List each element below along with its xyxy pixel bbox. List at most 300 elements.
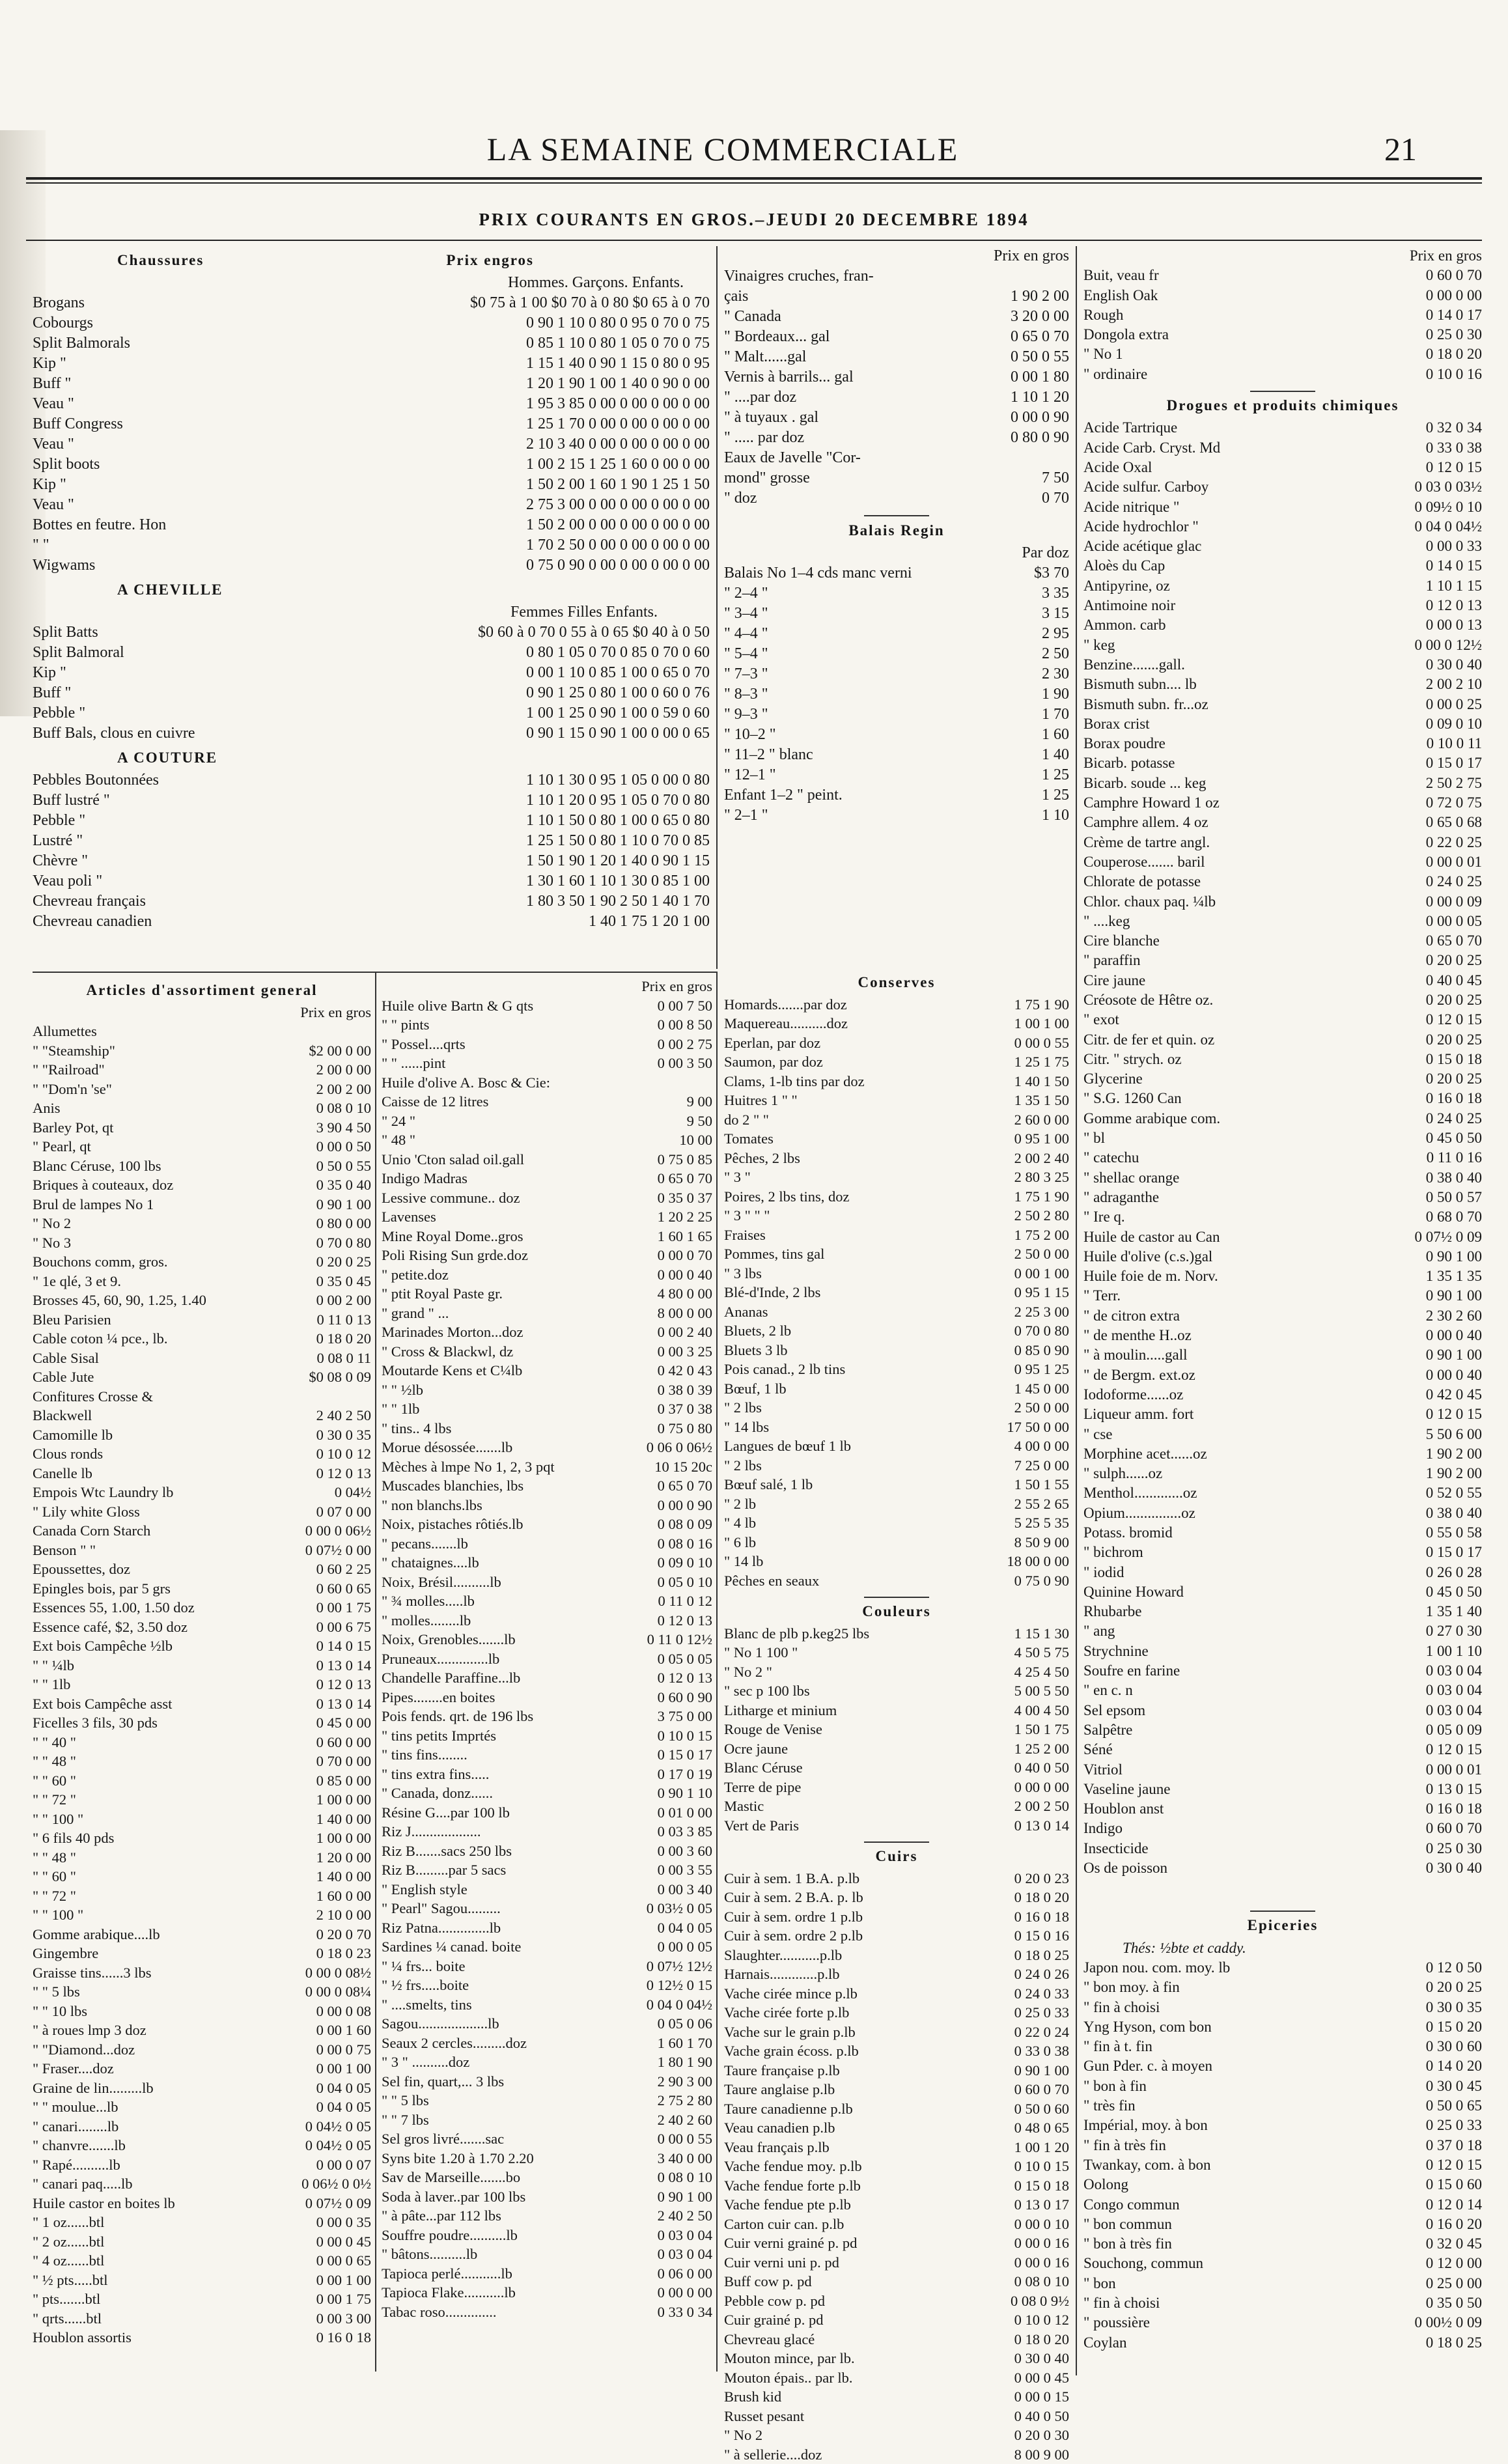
- price-row: [33, 1713, 371, 1733]
- price-row: [724, 468, 1069, 488]
- item-name: " Terr.: [1083, 1286, 1421, 1306]
- price-row: [1083, 1642, 1482, 1661]
- item-name: " 7–3 ": [724, 664, 1037, 684]
- price-row: [724, 1264, 1069, 1283]
- price-row: [724, 287, 1069, 307]
- item-price: 0 04½ 0 05: [300, 2136, 371, 2155]
- price-row: [1083, 655, 1482, 675]
- item-price: 0 00 0 45: [1009, 2368, 1069, 2388]
- price-row: [1083, 1839, 1482, 1858]
- item-price: 4 80 0 00: [652, 1284, 712, 1304]
- item-price: 0 12 0 14: [1421, 2195, 1482, 2215]
- item-price: 0 85 0 90: [1009, 1341, 1069, 1360]
- price-row: [33, 1425, 371, 1445]
- item-price: 0 12 0 15: [1421, 1405, 1482, 1424]
- item-price: 0 00 1 10 0 85 1 00 0 65 0 70: [521, 663, 710, 683]
- price-row: [382, 1419, 712, 1438]
- item-price: 0 60 0 90: [652, 1688, 712, 1707]
- item-name: Taure française p.lb: [724, 2061, 1009, 2080]
- item-price: 0 13 0 15: [1421, 1780, 1482, 1799]
- price-row: [1083, 1207, 1482, 1227]
- item-price: 0 15 0 17: [1421, 753, 1482, 773]
- price-row: [1083, 1168, 1482, 1188]
- price-row: [382, 1630, 712, 1649]
- item-price: 0 55 0 58: [1421, 1523, 1482, 1543]
- item-name: " " 5 lbs: [382, 2091, 652, 2110]
- price-row: [1083, 1385, 1482, 1405]
- item-price: 0 50 0 57: [1421, 1188, 1482, 1207]
- item-price: 0 14 0 15: [311, 1636, 371, 1656]
- price-row: [33, 394, 710, 414]
- price-row: [382, 1438, 712, 1457]
- item-name: " de citron extra: [1083, 1306, 1421, 1326]
- item-name: " 3 " " ": [724, 1206, 1009, 1225]
- item-name: Epoussettes, doz: [33, 1560, 311, 1579]
- item-price: 0 04½ 0 05: [300, 2117, 371, 2136]
- item-price: 0 00 0 12½: [1410, 636, 1483, 655]
- epiceries-subtitle: Thés: ½bte et caddy.: [1083, 1939, 1482, 1958]
- item-name: Gingembre: [33, 1944, 311, 1963]
- price-row: [1083, 1740, 1482, 1759]
- item-name: " 6 fils 40 pds: [33, 1828, 311, 1848]
- item-name: " fin à choisi: [1083, 1998, 1421, 2017]
- price-row: [382, 1918, 712, 1938]
- price-row: [1083, 576, 1482, 596]
- item-name: Rhubarbe: [1083, 1602, 1421, 1621]
- item-name: Pebble cow p. pd: [724, 2291, 1005, 2311]
- item-name: Mine Royal Dome..gros: [382, 1227, 652, 1246]
- item-price: 0 80 1 05 0 70 0 85 0 70 0 60: [521, 643, 710, 663]
- item-price: 0 07 0 00: [311, 1502, 371, 1522]
- price-row: [382, 1323, 712, 1342]
- price-row: [1083, 1958, 1482, 1978]
- item-name: " Canada, donz......: [382, 1784, 652, 1803]
- item-price: 1 35 1 35: [1421, 1267, 1482, 1286]
- price-row: [33, 811, 710, 831]
- item-name: " "Diamond...doz: [33, 2040, 311, 2060]
- item-price: 0 00 1 80: [1005, 367, 1069, 387]
- price-row: [382, 2091, 712, 2110]
- price-row: [724, 2387, 1069, 2407]
- item-name: Terre de pipe: [724, 1778, 1009, 1797]
- price-row: [1083, 2096, 1482, 2116]
- item-name: " 10–2 ": [724, 725, 1037, 745]
- item-price: 0 90 1 10 0 80 0 95 0 70 0 75: [521, 313, 710, 333]
- item-name: Lavenses: [382, 1207, 652, 1227]
- item-price: 0 72 0 75: [1421, 793, 1482, 813]
- price-row: [33, 2097, 371, 2117]
- item-name: Bismuth subn. fr...oz: [1083, 695, 1421, 714]
- item-price: 0 00 0 05: [652, 1937, 712, 1957]
- item-name: Vaseline jaune: [1083, 1780, 1421, 1799]
- price-row: [724, 266, 1069, 287]
- section-title-balais: Balais Regin: [724, 520, 1069, 540]
- price-row: [724, 1187, 1069, 1207]
- item-price: 1 25 1 75: [1009, 1052, 1069, 1072]
- item-price: 0 00 0 33: [1421, 537, 1482, 556]
- section-subheader-cheville: Femmes Filles Enfants.: [33, 602, 710, 623]
- item-name: mond" grosse: [724, 468, 1037, 488]
- item-price: 0 17 0 19: [652, 1765, 712, 1784]
- item-price: 0 03 0 04: [652, 2226, 712, 2245]
- item-name: Vache sur le grain p.lb: [724, 2023, 1009, 2042]
- price-row: [33, 1521, 371, 1541]
- item-price: 7 50: [1037, 468, 1069, 488]
- item-name: Camphre Howard 1 oz: [1083, 793, 1421, 813]
- item-price: 0 00 3 60: [652, 1841, 712, 1861]
- item-price: 4 25 4 50: [1009, 1662, 1069, 1682]
- item-name: " No 2 ": [724, 1662, 1009, 1682]
- price-row: [382, 1591, 712, 1611]
- price-row: [1083, 695, 1482, 714]
- price-row: [382, 1726, 712, 1746]
- item-price: 0 11 0 13: [311, 1310, 371, 1330]
- item-price: 3 90 4 50: [311, 1118, 371, 1138]
- item-name: Acide nitrique ": [1083, 497, 1410, 517]
- item-price: 0 18 0 20: [1421, 344, 1482, 364]
- price-row: [724, 408, 1069, 428]
- page-number: 21: [1384, 130, 1417, 168]
- item-price: 1 10 1 30 0 95 1 05 0 00 0 80: [521, 770, 710, 791]
- item-price: 0 20 0 25: [311, 1252, 371, 1272]
- price-row: [724, 1869, 1069, 1888]
- item-price: 0 25 0 00: [1421, 2274, 1482, 2293]
- item-price: 0 00 0 55: [1009, 1033, 1069, 1053]
- item-name: " 1 oz......btl: [33, 2213, 311, 2232]
- item-name: " bon à fin: [1083, 2077, 1421, 2096]
- price-row: [33, 1329, 371, 1349]
- item-price: 0 16 0 18: [1009, 1907, 1069, 1927]
- item-price: 5 00 5 50: [1009, 1681, 1069, 1701]
- item-name: Blé-d'Inde, 2 lbs: [724, 1283, 1009, 1302]
- item-name: " Lily white Gloss: [33, 1502, 311, 1522]
- item-price: 0 00 2 00: [311, 1291, 371, 1310]
- item-price: 0 00 0 16: [1009, 2233, 1069, 2253]
- item-price: 0 07½ 12½: [641, 1957, 712, 1976]
- item-price: 1 15 1 40 0 90 1 15 0 80 0 95: [521, 354, 710, 374]
- price-row: [1083, 2136, 1482, 2155]
- item-price: 0 09 0 10: [1421, 714, 1482, 734]
- item-name: Maquereau..........doz: [724, 1014, 1009, 1033]
- price-row: [724, 1398, 1069, 1418]
- item-price: 0 00 0 35: [311, 2213, 371, 2232]
- item-name: Citr. " strych. oz: [1083, 1050, 1421, 1069]
- item-price: 1 45 0 00: [1009, 1379, 1069, 1399]
- item-price: 0 00 0 08¼: [300, 1982, 371, 2002]
- item-name: Marinades Morton...doz: [382, 1323, 652, 1342]
- price-row: [1083, 951, 1482, 970]
- item-name: " ½ frs.....boite: [382, 1976, 641, 1995]
- price-row: [724, 1946, 1069, 1965]
- item-price: 2 00 0 00: [311, 1060, 371, 1080]
- item-price: 0 03 0 04: [1421, 1661, 1482, 1681]
- item-name: " bon à très fin: [1083, 2234, 1421, 2254]
- price-row: [33, 1944, 371, 1963]
- item-name: Buff Congress: [33, 414, 521, 434]
- item-name: Veau ": [33, 394, 521, 414]
- price-row: [33, 1156, 371, 1176]
- price-row: [33, 1656, 371, 1675]
- item-price: 0 00 0 00: [652, 2283, 712, 2303]
- item-price: 0 65 0 70: [1005, 327, 1069, 347]
- item-name: " " 60 ": [33, 1867, 311, 1886]
- price-row: [724, 2061, 1069, 2080]
- price-row: [724, 2099, 1069, 2119]
- price-row: [382, 1207, 712, 1227]
- item-name: Bouchons comm, gros.: [33, 1252, 311, 1272]
- item-price: 0 00 0 40: [652, 1265, 712, 1285]
- price-row: [382, 2187, 712, 2207]
- item-price: 0 12 0 13: [311, 1675, 371, 1694]
- item-name: Brush kid: [724, 2387, 1009, 2407]
- price-row: [382, 1937, 712, 1957]
- price-row: [33, 354, 710, 374]
- item-price: 0 00 8 50: [652, 1015, 712, 1035]
- item-price: 0 11 0 12½: [642, 1630, 712, 1649]
- price-row: [724, 624, 1069, 644]
- item-price: 2 30: [1037, 664, 1069, 684]
- item-price: 0 00 0 75: [311, 2040, 371, 2060]
- item-name: " " 100 ": [33, 1905, 311, 1925]
- price-row: [33, 1464, 371, 1483]
- price-row: [382, 1496, 712, 1515]
- item-price: 0 03 0 04: [1421, 1681, 1482, 1700]
- item-price: 0 00 0 10: [1009, 2215, 1069, 2234]
- item-price: 0 00 0 00: [1421, 286, 1482, 305]
- item-price: 0 50 0 55: [311, 1156, 371, 1176]
- item-name: Veau ": [33, 434, 521, 455]
- item-name: Riz Patna..............lb: [382, 1918, 652, 1938]
- item-name: Russet pesant: [724, 2407, 1009, 2426]
- item-name: Iodoforme......oz: [1083, 1385, 1421, 1405]
- conserves-list: [724, 995, 1069, 1591]
- price-row: [33, 2232, 371, 2252]
- item-name: Clams, 1-lb tins par doz: [724, 1072, 1009, 1091]
- price-row: [1083, 1050, 1482, 1069]
- item-price: 0 85 0 00: [311, 1771, 371, 1791]
- item-price: 0 18 0 20: [1009, 2330, 1069, 2349]
- item-price: 0 60 2 25: [311, 1560, 371, 1579]
- item-price: 0 07½ 0 09: [1410, 1227, 1483, 1247]
- price-row: [33, 475, 710, 495]
- price-row: [33, 1118, 371, 1138]
- price-row: [33, 1828, 371, 1848]
- item-price: 0 00 0 01: [1421, 1760, 1482, 1780]
- price-row: [1083, 1998, 1482, 2017]
- item-name: " 12–1 ": [724, 765, 1037, 785]
- item-price: 0 03½ 0 05: [641, 1899, 712, 1918]
- item-name: Mastic: [724, 1797, 1009, 1816]
- price-row: [1083, 418, 1482, 438]
- price-row: [724, 2003, 1069, 2023]
- price-row: [382, 1304, 712, 1323]
- item-price: 0 40 0 50: [1009, 1758, 1069, 1778]
- item-price: 0 12 0 15: [1421, 458, 1482, 477]
- item-name: " ptit Royal Paste gr.: [382, 1284, 652, 1304]
- item-price: 0 18 0 23: [311, 1944, 371, 1963]
- price-row: [33, 1867, 371, 1886]
- price-row: [724, 1302, 1069, 1322]
- item-name: " " 48 ": [33, 1848, 311, 1868]
- item-name: " exot: [1083, 1010, 1421, 1029]
- item-price: 1 10 1 15: [1421, 576, 1482, 596]
- item-name: " 2 lbs: [724, 1456, 1009, 1476]
- item-price: 0 00 0 45: [311, 2232, 371, 2252]
- item-name: Allumettes: [33, 1022, 366, 1041]
- item-name: " à moulin.....gall: [1083, 1345, 1421, 1365]
- item-price: 0 03 0 04: [1421, 1701, 1482, 1720]
- item-name: Tapioca Flake...........lb: [382, 2283, 652, 2303]
- item-name: Veau français p.lb: [724, 2138, 1009, 2157]
- price-row: [1083, 1483, 1482, 1503]
- item-name: Cable Jute: [33, 1367, 303, 1387]
- item-price: 0 80 0 90: [1005, 428, 1069, 448]
- item-name: Vinaigres cruches, fran-: [724, 266, 1064, 287]
- item-name: " 8–3 ": [724, 684, 1037, 705]
- item-name: " 11–2 " blanc: [724, 745, 1037, 765]
- item-name: Ocre jaune: [724, 1739, 1009, 1759]
- item-name: Bicarb. potasse: [1083, 753, 1421, 773]
- price-row: [1083, 753, 1482, 773]
- price-row: [33, 1694, 371, 1714]
- item-name: " " 48 ": [33, 1752, 311, 1771]
- price-row: [724, 1033, 1069, 1053]
- item-name: Taure anglaise p.lb: [724, 2080, 1009, 2099]
- price-row: [33, 455, 710, 475]
- price-row: [1083, 1978, 1482, 1997]
- item-name: " 14 lbs: [724, 1418, 1001, 1437]
- price-row: [724, 1072, 1069, 1091]
- item-name: " " 10 lbs: [33, 2002, 311, 2021]
- item-name: Couperose....... baril: [1083, 852, 1421, 872]
- price-row: [724, 2272, 1069, 2291]
- item-name: Pebbles Boutonnées: [33, 770, 521, 791]
- item-name: Ext bois Campêche ½lb: [33, 1636, 311, 1656]
- item-name: " Rapé..........lb: [33, 2155, 311, 2175]
- price-row: [33, 1579, 371, 1599]
- price-row: [724, 1494, 1069, 1514]
- item-price: $3 70: [1029, 563, 1069, 583]
- item-name: Veau ": [33, 495, 521, 515]
- item-price: 0 70 0 80: [1009, 1321, 1069, 1341]
- item-price: 1 60: [1037, 725, 1069, 745]
- item-name: Empois Wtc Laundry lb: [33, 1483, 329, 1502]
- item-price: 1 60 1 70: [652, 2034, 712, 2053]
- item-name: Sel epsom: [1083, 1701, 1421, 1720]
- item-price: 2 50 0 00: [1009, 1398, 1069, 1418]
- item-price: 9 00: [682, 1092, 712, 1112]
- item-name: " shellac orange: [1083, 1168, 1421, 1188]
- section-title-epiceries: Epiceries: [1083, 1916, 1482, 1935]
- price-row: [1083, 872, 1482, 891]
- price-row: [724, 1168, 1069, 1187]
- price-row: [724, 1797, 1069, 1816]
- item-name: Pruneaux..............lb: [382, 1649, 652, 1669]
- price-row: [382, 1553, 712, 1573]
- price-row: [33, 663, 710, 683]
- price-row: [724, 1662, 1069, 1682]
- price-row: [724, 2426, 1069, 2445]
- couture-list: [33, 770, 710, 932]
- item-name: Essence café, $2, 3.50 doz: [33, 1617, 311, 1637]
- item-price: 1 00 0 00: [311, 1790, 371, 1810]
- price-row: [33, 1060, 371, 1080]
- item-price: 0 14 0 20: [1421, 2056, 1482, 2076]
- price-row: [382, 1130, 712, 1150]
- assortiment-header: Prix en gros: [33, 1003, 371, 1022]
- price-row: [724, 2041, 1069, 2061]
- item-price: 0 35 0 45: [311, 1272, 371, 1291]
- price-row: [1083, 2037, 1482, 2056]
- item-name: Gun Pder. c. à moyen: [1083, 2056, 1421, 2076]
- item-price: 1 70 2 50 0 00 0 00 0 00 0 00: [521, 535, 710, 555]
- item-price: 0 95 1 25: [1009, 1360, 1069, 1379]
- item-price: 0 20 0 70: [311, 1925, 371, 1944]
- item-price: 0 10 0 16: [1421, 365, 1482, 384]
- item-name: Split boots: [33, 455, 521, 475]
- item-price: 0 42 0 43: [652, 1361, 712, 1380]
- item-name: Souchong, commun: [1083, 2254, 1421, 2273]
- item-name: " très fin: [1083, 2096, 1421, 2116]
- price-row: [33, 891, 710, 912]
- item-price: 0 22 0 24: [1009, 2023, 1069, 2042]
- price-row: [1083, 1247, 1482, 1267]
- item-name: " tins fins........: [382, 1745, 652, 1765]
- item-name: Potass. bromid: [1083, 1523, 1421, 1543]
- item-name: " fin à choisi: [1083, 2293, 1421, 2313]
- item-name: Noix, pistaches rôtiés.lb: [382, 1515, 652, 1534]
- price-row: [33, 313, 710, 333]
- item-name: Aloès du Cap: [1083, 556, 1421, 576]
- item-price: 0 10 0 15: [1009, 2157, 1069, 2176]
- item-price: 0 37 0 38: [652, 1399, 712, 1419]
- item-price: 0 08 0 9½: [1005, 2291, 1069, 2311]
- item-name: " Pearl" Sagou.........: [382, 1899, 641, 1918]
- item-name: " tins petits Imprtés: [382, 1726, 652, 1746]
- price-row: [724, 563, 1069, 583]
- item-name: " English style: [382, 1880, 652, 1899]
- item-name: " qrts......btl: [33, 2309, 311, 2329]
- item-name: " "Dom'n 'se": [33, 1080, 311, 1099]
- item-name: " bon moy. à fin: [1083, 1978, 1421, 1997]
- item-name: " Pearl, qt: [33, 1137, 311, 1156]
- item-name: Ammon. carb: [1083, 615, 1421, 635]
- item-name: Antimoine noir: [1083, 596, 1421, 615]
- item-name: Vert de Paris: [724, 1816, 1009, 1836]
- price-row: [724, 644, 1069, 664]
- section-subheader: Hommes. Garçons. Enfants.: [33, 273, 710, 293]
- item-name: Résine G....par 100 lb: [382, 1803, 652, 1823]
- price-row: [382, 1399, 712, 1419]
- item-name: Bœuf, 1 lb: [724, 1379, 1009, 1399]
- item-price: 0 24 0 25: [1421, 1109, 1482, 1128]
- price-row: [33, 1195, 371, 1214]
- item-name: Acide Tartrique: [1083, 418, 1421, 438]
- price-row: [382, 2034, 712, 2053]
- item-price: 2 50 0 00: [1009, 1244, 1069, 1264]
- item-name: Tomates: [724, 1129, 1009, 1149]
- price-row: [1083, 1543, 1482, 1562]
- item-price: 0 12 0 13: [652, 1611, 712, 1631]
- item-name: " en c. n: [1083, 1681, 1421, 1700]
- item-price: 2 80 3 25: [1009, 1168, 1069, 1187]
- price-row: [382, 1841, 712, 1861]
- item-price: 0 27 0 30: [1421, 1621, 1482, 1641]
- price-row: [724, 583, 1069, 604]
- item-name: Yng Hyson, com bon: [1083, 2017, 1421, 2037]
- item-price: 0 00 0 15: [1009, 2387, 1069, 2407]
- item-price: 0 10 0 11: [1421, 734, 1482, 753]
